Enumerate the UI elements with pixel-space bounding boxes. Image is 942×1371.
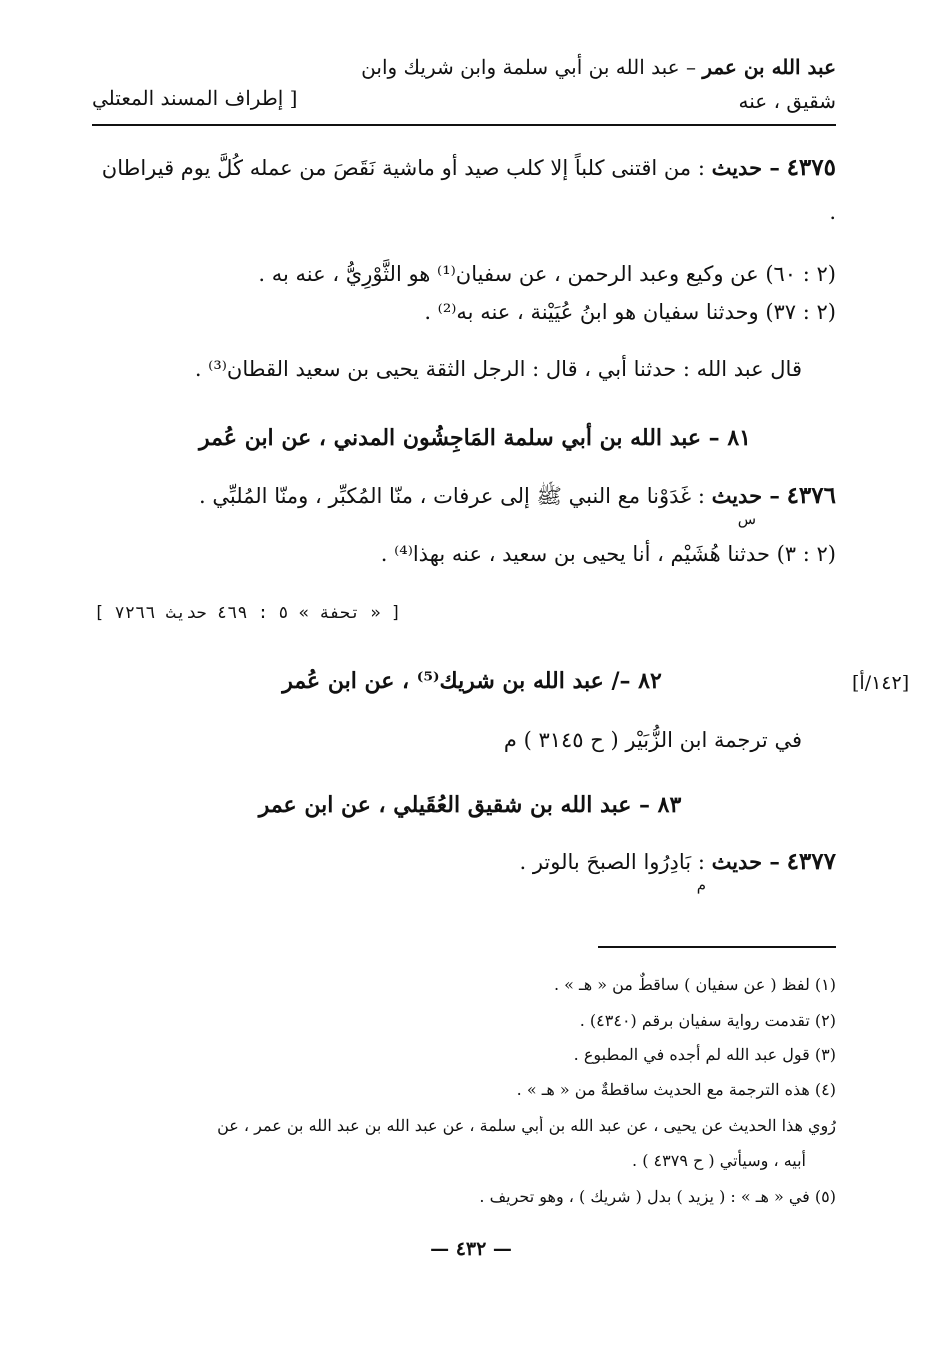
hadith-label: حديث (711, 483, 763, 508)
header-line1: – عبد الله بن أبي سلمة وابن شريك وابن (361, 55, 703, 79)
hadith-4375: ٤٣٧٥ – حديث : من اقتنى كلباً إلا كلب صيد أو ماشية نَقَصَ من عمله كُلَّ يوم قيراطان . (101, 154, 836, 224)
header-line2: شقيق ، عنه (738, 89, 836, 113)
footnote-1: (١) لفظ ( عن سفيان ) ساقطٌ من « هـ » . (553, 975, 836, 994)
isnad-4375-1: (٢ : ٦٠) عن وكيع وعبد الرحمن ، عن سفيان⁽¹⁾ هو الثَّوْرِيُّ ، عنه به . (258, 262, 836, 286)
footnote-4-cont-2: أبيه ، وسيأتي ( ح ٤٣٧٩ ) . (632, 1151, 806, 1170)
footnote-divider (598, 946, 836, 948)
isnad-4376: (٢ : ٣) حدثنا هُشَيْم ، أنا يحيى بن سعيد ، عنه بهذا⁽⁴⁾ . (380, 542, 836, 566)
hadith-4376: ٤٣٧٦ – حديث : غَدَوْنا مع النبي ﷺ إلى عرفات ، منّا المُكبِّر ، ومنّا المُلبِّي . (199, 482, 836, 509)
hadith-text: : بَادِرُوا الصبحَ بالوتر . (519, 850, 712, 874)
footnote-4-cont-1: رُوي هذا الحديث عن يحيى ، عن عبد الله بن أبي سلمة ، عن عبد الله بن عبد الله بن عمر ، عن (217, 1116, 836, 1135)
header-book-title: [ إطراف المسند المعتلي (92, 86, 298, 110)
tuhfa-reference: [ « تحفة » ٥ : ٤٦٩ حديث ٧٢٦٦ ] (94, 603, 402, 623)
hadith-text: : من اقتنى كلباً إلا كلب صيد أو ماشية نَقَصَ من عمله كُلَّ يوم قيراطان . (101, 156, 836, 224)
hadith-number: ٤٣٧٧ (786, 848, 836, 875)
section-heading-82: ٨٢ –/ عبد الله بن شريك⁽⁵⁾ ، عن ابن عُمر (282, 668, 662, 694)
header-author: عبد الله بن عمر (702, 55, 836, 79)
siglum-mark: م (696, 876, 706, 894)
hadith-text: : غَدَوْنا مع النبي ﷺ إلى عرفات ، منّا المُكبِّر ، ومنّا المُلبِّي . (199, 484, 712, 508)
note-4375: قال عبد الله : حدثنا أبي ، قال : الرجل الثقة يحيى بن سعيد القطان⁽³⁾ . (194, 357, 802, 381)
hadith-number: ٤٣٧٥ (786, 154, 836, 181)
hadith-label: حديث (711, 155, 763, 180)
section-heading-83: ٨٣ – عبد الله بن شقيق العُقَيلي ، عن ابن عمر (258, 792, 682, 818)
section-82-crossref: في ترجمة ابن الزُّبَيْر ( ح ٣١٤٥ ) م (503, 728, 802, 752)
hadith-label: حديث (711, 849, 763, 874)
footnote-5: (٥) في « هـ » : ( يزيد ) بدل ( شريك ) ، وهو تحريف . (479, 1187, 836, 1206)
hadith-4377: ٤٣٧٧ – حديث : بَادِرُوا الصبحَ بالوتر . (519, 848, 836, 875)
siglum-mark: س (737, 510, 756, 528)
footnote-4: (٤) هذه الترجمة مع الحديث ساقطةٌ من « هـ » . (516, 1080, 836, 1099)
footnote-2: (٢) تقدمت رواية سفيان برقم (٤٣٤٠) . (579, 1011, 836, 1030)
hadith-number: ٤٣٧٦ (786, 482, 836, 509)
isnad-4375-2: (٢ : ٣٧) وحدثنا سفيان هو ابنُ عُيَيْنة ، عنه به⁽²⁾ . (424, 300, 836, 324)
footnote-3: (٣) قول عبد الله لم أجده في المطبوع . (573, 1045, 836, 1064)
running-header (361, 50, 836, 118)
header-divider (92, 124, 836, 126)
page-number: — ٤٣٢ — (430, 1238, 512, 1260)
section-heading-81: ٨١ – عبد الله بن أبي سلمة المَاجِشُون المدني ، عن ابن عُمر (199, 425, 751, 451)
margin-folio-marker: [١٤٢/أ] (852, 672, 910, 694)
